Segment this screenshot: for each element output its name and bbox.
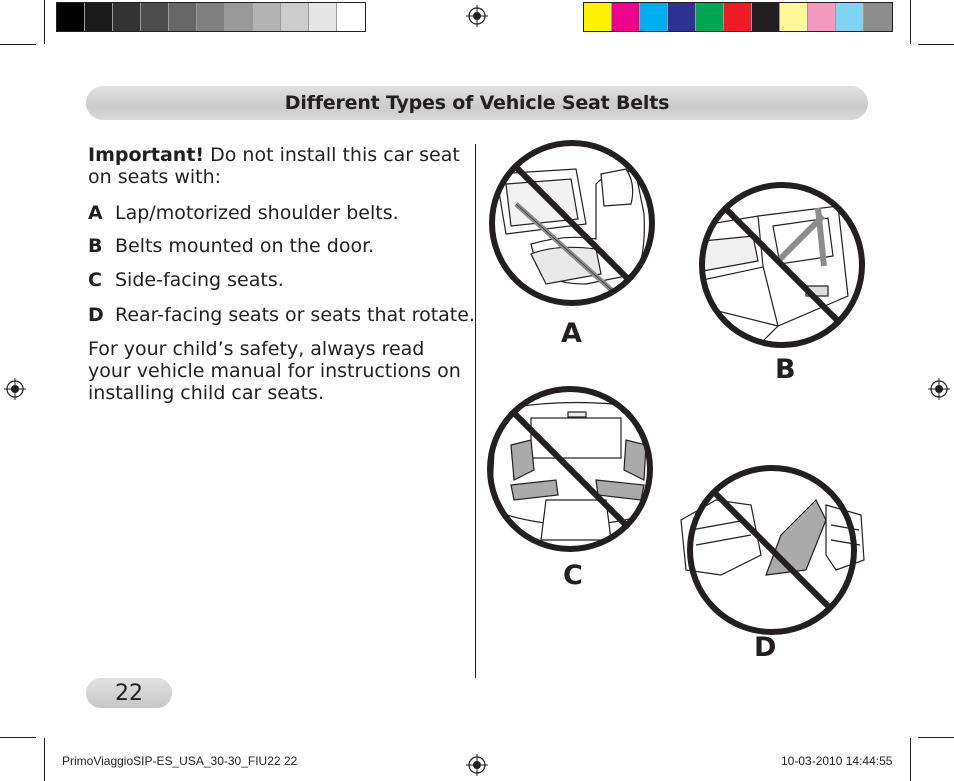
list-item-d <box>88 304 475 326</box>
color-swatch <box>225 3 253 31</box>
registration-mark-bottom <box>466 754 488 776</box>
crop-mark-top-right-h <box>918 44 954 45</box>
grayscale-color-bar <box>56 2 366 32</box>
section-title: Different Types of Vehicle Seat Belts <box>284 92 670 114</box>
list-letter: D <box>88 304 104 326</box>
figure-c-label: C <box>563 560 583 591</box>
color-swatch <box>808 3 836 31</box>
figure-a-label: A <box>561 318 582 349</box>
color-swatch <box>141 3 169 31</box>
slug-filename: PrimoViaggioSIP-ES_USA_30-30_FIU22 22 <box>62 754 298 768</box>
color-swatch <box>836 3 864 31</box>
color-swatch <box>169 3 197 31</box>
list-text: Side-facing seats. <box>115 269 284 291</box>
registration-mark-left <box>4 378 26 400</box>
figure-b-door-mounted-belt <box>698 186 878 346</box>
color-swatch <box>612 3 640 31</box>
crop-mark-top-right-v <box>910 0 911 44</box>
color-swatch <box>253 3 281 31</box>
color-swatch <box>113 3 141 31</box>
color-swatch <box>57 3 85 31</box>
list-text: Belts mounted on the door. <box>115 235 375 257</box>
color-swatch <box>864 3 892 31</box>
color-swatch <box>337 3 365 31</box>
registration-mark-top <box>466 5 488 27</box>
color-swatch <box>584 3 612 31</box>
safety-paragraph: For your child’s safety, always read your vehicle manual for instructions on installing child car seats. <box>88 338 461 404</box>
crop-mark-bottom-right-h <box>918 737 954 738</box>
intro-text: Do not install this car seat on seats with: <box>88 144 460 188</box>
section-title-bar <box>86 86 868 120</box>
intro-paragraph <box>88 144 468 188</box>
figure-c-side-facing-seats <box>486 390 666 550</box>
list-text: Lap/motorized shoulder belts. <box>115 202 399 224</box>
list-letter: B <box>88 235 103 257</box>
color-swatch <box>281 3 309 31</box>
list-item-a <box>88 202 399 224</box>
crop-mark-top-left-v <box>44 0 45 44</box>
crop-mark-bottom-left-v <box>44 738 45 781</box>
color-swatch <box>640 3 668 31</box>
color-swatch <box>309 3 337 31</box>
color-swatch <box>724 3 752 31</box>
list-letter: A <box>88 202 103 224</box>
crop-mark-bottom-right-v <box>910 738 911 781</box>
process-color-bar <box>583 2 893 32</box>
figure-d-label: D <box>754 632 777 663</box>
color-swatch <box>197 3 225 31</box>
registration-mark-right <box>928 378 950 400</box>
list-item-b <box>88 235 374 257</box>
column-divider <box>475 144 476 678</box>
color-swatch <box>85 3 113 31</box>
figure-b-label: B <box>775 354 796 385</box>
crop-mark-top-left-h <box>0 44 36 45</box>
crop-mark-bottom-left-h <box>0 737 36 738</box>
list-letter: C <box>88 269 102 291</box>
color-swatch <box>752 3 780 31</box>
figure-d-rear-facing-seats <box>676 460 866 630</box>
slug-timestamp: 10-03-2010 14:44:55 <box>781 754 893 768</box>
important-label: Important! <box>88 144 205 166</box>
color-swatch <box>696 3 724 31</box>
figure-a-lap-shoulder-belt <box>486 144 666 304</box>
page-number: 22 <box>115 680 143 706</box>
color-swatch <box>668 3 696 31</box>
page-number-badge <box>86 678 172 708</box>
list-text: Rear-facing seats or seats that rotate. <box>115 304 475 326</box>
list-item-c <box>88 269 284 291</box>
color-swatch <box>780 3 808 31</box>
